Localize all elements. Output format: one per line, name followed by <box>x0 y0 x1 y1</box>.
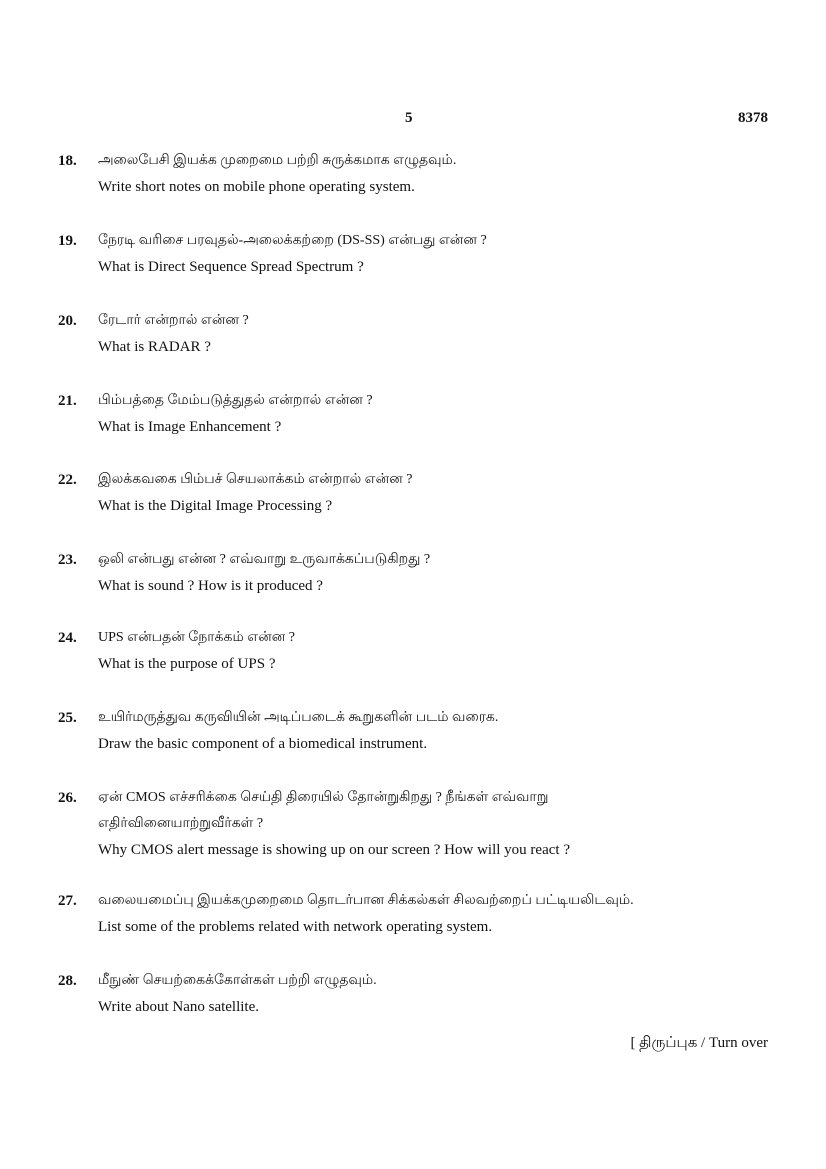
question-number: 28. <box>58 973 77 989</box>
question-tamil: இலக்கவகை பிம்பச் செயலாக்கம் என்றால் என்ன ? <box>98 472 413 487</box>
question-item <box>58 625 770 677</box>
question-tamil: பிம்பத்தை மேம்படுத்துதல் என்றால் என்ன ? <box>98 393 373 408</box>
page-number: 5 <box>405 110 413 126</box>
question-tamil: ஒலி என்பது என்ன ? எவ்வாறு உருவாக்கப்படுகிறது ? <box>98 552 431 567</box>
question-item <box>58 388 770 440</box>
question-number: 25. <box>58 710 77 726</box>
question-number: 24. <box>58 630 77 646</box>
question-number: 23. <box>58 552 77 568</box>
question-english: Write about Nano satellite. <box>98 999 260 1015</box>
question-english: List some of the problems related with network operating system. <box>98 919 493 935</box>
question-tamil: ரேடார் என்றால் என்ன ? <box>98 313 249 328</box>
question-number: 27. <box>58 893 77 909</box>
question-item <box>58 148 770 200</box>
question-tamil: எதிர்வினையாற்றுவீர்கள் ? <box>98 816 264 831</box>
question-item <box>58 308 770 360</box>
question-english: What is Direct Sequence Spread Spectrum ? <box>98 259 364 275</box>
question-number: 20. <box>58 313 77 329</box>
question-tamil: ஏன் CMOS எச்சரிக்கை செய்தி திரையில் தோன்றுகிறது ? நீங்கள் எவ்வாறு <box>98 790 549 805</box>
question-english: What is Image Enhancement ? <box>98 419 282 435</box>
question-number: 26. <box>58 790 77 806</box>
question-english: What is RADAR ? <box>98 339 211 355</box>
question-english: What is sound ? How is it produced ? <box>98 578 323 594</box>
question-item <box>58 968 770 1020</box>
paper-code: 8378 <box>738 110 768 126</box>
question-item <box>58 705 770 757</box>
question-english: Draw the basic component of a biomedical instrument. <box>98 736 428 752</box>
question-tamil: அலைபேசி இயக்க முறைமை பற்றி சுருக்கமாக எழுதவும். <box>98 153 457 168</box>
question-tamil: மீநுண் செயற்கைக்கோள்கள் பற்றி எழுதவும். <box>98 973 377 988</box>
question-english: Write short notes on mobile phone operating system. <box>98 179 415 195</box>
turn-over-note: [ திருப்புக / Turn over <box>630 1035 768 1051</box>
question-tamil: UPS என்பதன் நோக்கம் என்ன ? <box>98 630 295 645</box>
question-number: 18. <box>58 153 77 169</box>
question-item <box>58 888 770 940</box>
question-english: What is the purpose of UPS ? <box>98 656 276 672</box>
question-number: 21. <box>58 393 77 409</box>
question-english: Why CMOS alert message is showing up on our screen ? How will you react ? <box>98 842 570 858</box>
question-item <box>58 228 770 280</box>
question-tamil: உயிர்மருத்துவ கருவியின் அடிப்படைக் கூறுகளின் படம் வரைக. <box>98 710 499 725</box>
question-number: 22. <box>58 472 77 488</box>
question-tamil: வலையமைப்பு இயக்கமுறைமை தொடர்பான சிக்கல்கள் சிலவற்றைப் பட்டியலிடவும். <box>98 893 634 908</box>
question-number: 19. <box>58 233 77 249</box>
question-tamil: நேரடி வரிசை பரவுதல்-அலைக்கற்றை (DS-SS) என்பது என்ன ? <box>98 233 487 248</box>
question-item <box>58 467 770 519</box>
question-english: What is the Digital Image Processing ? <box>98 498 333 514</box>
question-item <box>58 547 770 599</box>
question-item <box>58 785 770 863</box>
